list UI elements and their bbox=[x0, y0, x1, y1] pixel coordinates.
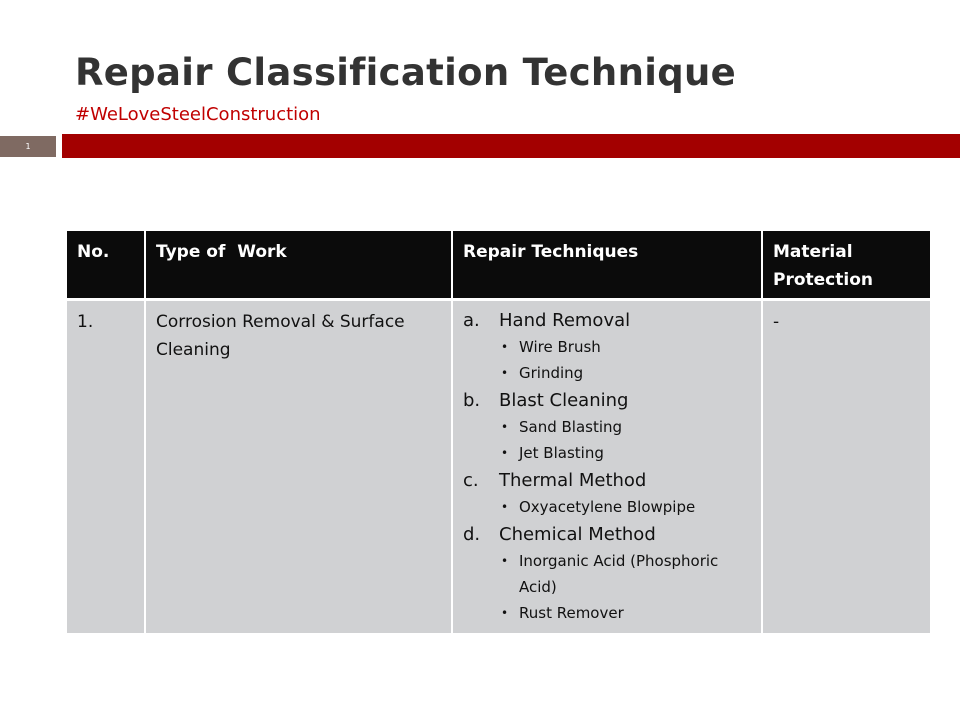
technique-letter: d. bbox=[463, 524, 481, 545]
technique-item bbox=[463, 522, 751, 548]
sub-technique-label: Grinding bbox=[519, 364, 584, 382]
cell-type-of-work: Corrosion Removal & Surface Cleaning bbox=[145, 300, 452, 634]
sub-technique-item bbox=[463, 600, 751, 626]
sub-technique-label: Sand Blasting bbox=[519, 418, 623, 436]
bullet-icon: • bbox=[501, 420, 509, 434]
header-material-protection: Material Protection bbox=[762, 231, 930, 300]
sub-technique-label: Oxyacetylene Blowpipe bbox=[519, 498, 696, 516]
sub-technique-item bbox=[463, 414, 751, 440]
header-type-of-work: Type of Work bbox=[145, 231, 452, 300]
bullet-icon: • bbox=[501, 500, 509, 514]
technique-name: Chemical Method bbox=[499, 524, 656, 545]
sub-technique-item bbox=[463, 440, 751, 466]
sub-technique-label: Wire Brush bbox=[519, 338, 601, 356]
sub-technique-item bbox=[463, 494, 751, 520]
header-banner bbox=[62, 134, 960, 158]
sub-technique-label: Jet Blasting bbox=[519, 444, 604, 462]
bullet-icon: • bbox=[501, 366, 509, 380]
table-header-row bbox=[67, 231, 930, 300]
sub-technique-item bbox=[463, 334, 751, 360]
technique-item bbox=[463, 308, 751, 334]
technique-item bbox=[463, 468, 751, 494]
sub-technique-item bbox=[463, 360, 751, 386]
cell-repair-techniques bbox=[452, 300, 762, 634]
technique-list bbox=[463, 308, 751, 626]
bullet-icon: • bbox=[501, 446, 509, 460]
header-no: No. bbox=[67, 231, 145, 300]
table-row bbox=[67, 300, 930, 634]
technique-letter: b. bbox=[463, 390, 481, 411]
repair-table bbox=[67, 231, 930, 633]
bullet-icon: • bbox=[501, 554, 509, 568]
technique-name: Blast Cleaning bbox=[499, 390, 629, 411]
technique-letter: c. bbox=[463, 470, 479, 491]
sub-technique-list bbox=[463, 494, 751, 520]
sub-technique-list bbox=[463, 414, 751, 466]
page-number-badge: 1 bbox=[0, 136, 56, 157]
sub-technique-list bbox=[463, 334, 751, 386]
slide-title: Repair Classification Technique bbox=[75, 51, 737, 94]
sub-technique-label: Inorganic Acid (Phosphoric Acid) bbox=[519, 552, 719, 596]
technique-name: Hand Removal bbox=[499, 310, 631, 331]
cell-no: 1. bbox=[67, 300, 145, 634]
technique-letter: a. bbox=[463, 310, 480, 331]
technique-item bbox=[463, 388, 751, 414]
technique-name: Thermal Method bbox=[499, 470, 647, 491]
slide-subtitle: #WeLoveSteelConstruction bbox=[75, 104, 321, 125]
cell-material-protection: - bbox=[762, 300, 930, 634]
sub-technique-label: Rust Remover bbox=[519, 604, 624, 622]
sub-technique-list bbox=[463, 548, 751, 626]
bullet-icon: • bbox=[501, 606, 509, 620]
header-repair-techniques: Repair Techniques bbox=[452, 231, 762, 300]
bullet-icon: • bbox=[501, 340, 509, 354]
sub-technique-item bbox=[463, 548, 751, 600]
